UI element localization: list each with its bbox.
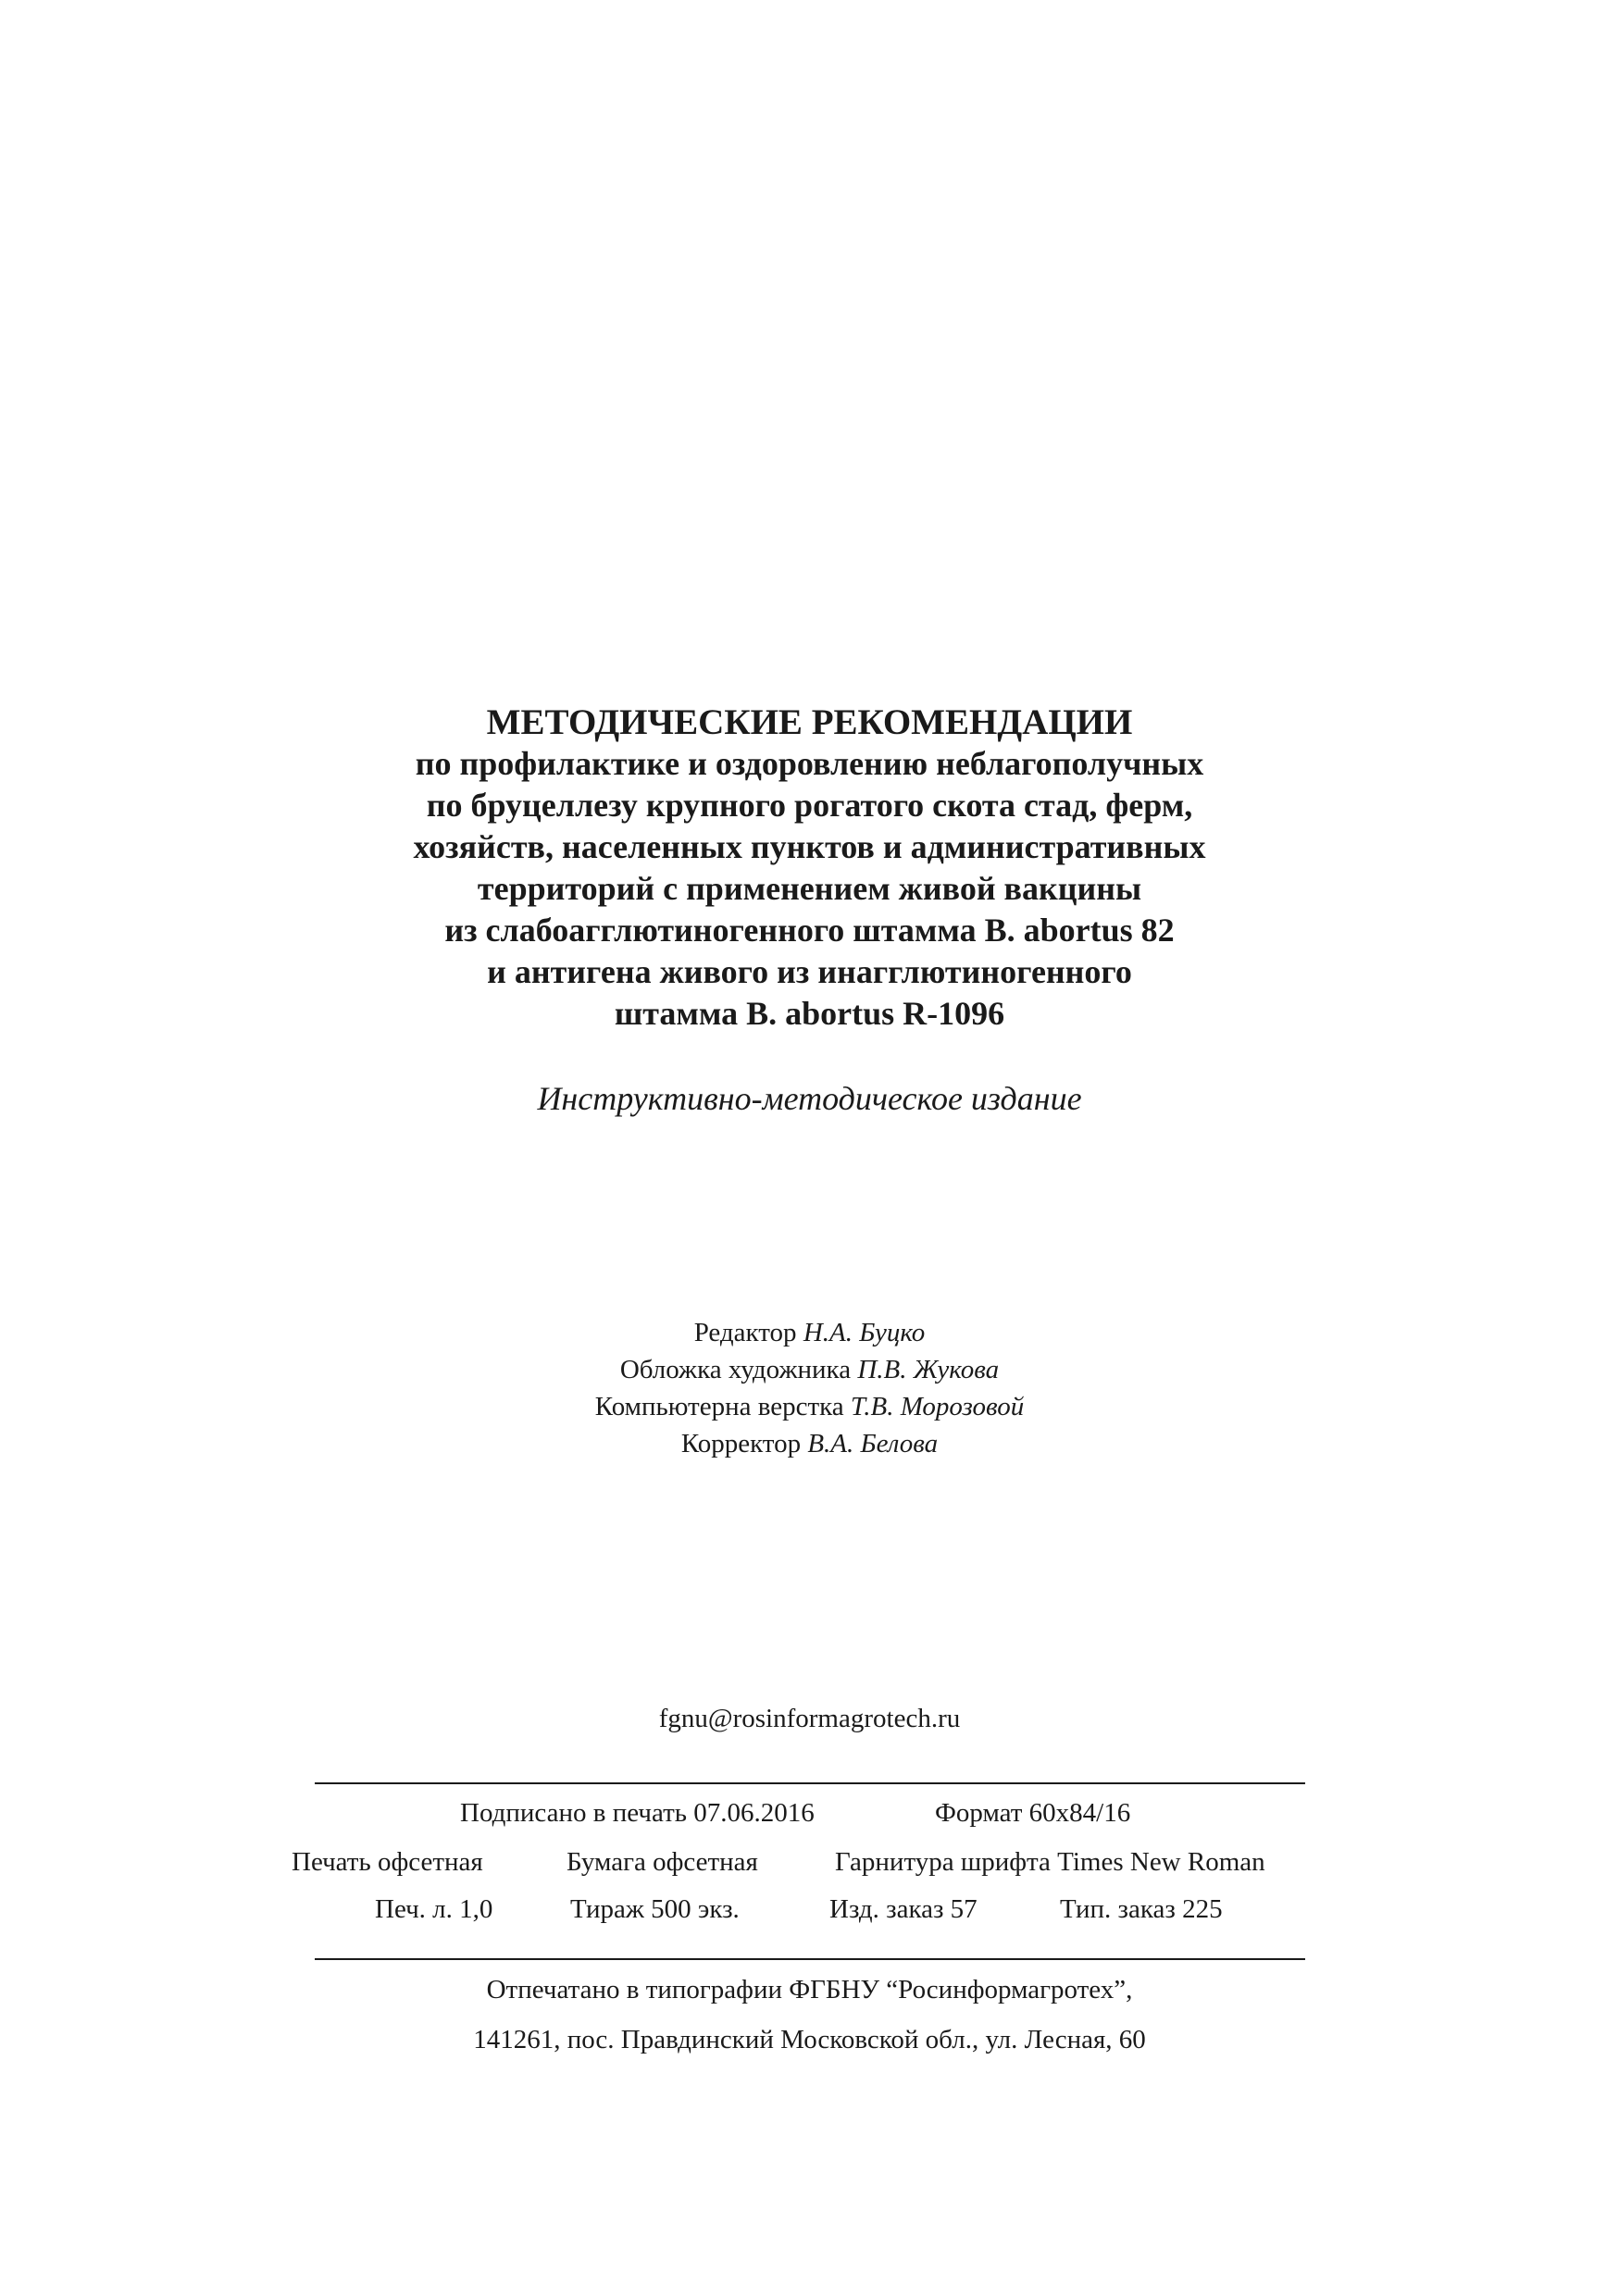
credit-role: Редактор [693,1318,803,1347]
imprint-print-order: Тип. заказ 225 [1060,1894,1223,1924]
credit-cover-artist [0,1351,1619,1388]
imprint-publisher-order: Изд. заказ 57 [829,1894,978,1924]
imprint-signed: Подписано в печать 07.06.2016 [460,1798,815,1828]
credit-role: Обложка художника [619,1355,858,1384]
imprint-circulation: Тираж 500 экз. [570,1894,740,1924]
imprint-typeface: Гарнитура шрифта Times New Roman [835,1847,1265,1877]
document-title: МЕТОДИЧЕСКИЕ РЕКОМЕНДАЦИИ [486,702,1133,742]
imprint-paper: Бумага офсетная [567,1847,758,1877]
publication-type: Инструктивно-методическое издание [537,1080,1082,1117]
imprint-print-type: Печать офсетная [292,1847,483,1877]
title-line: территорий с применением живой вакцины [477,870,1142,907]
credit-proofreader [0,1425,1619,1462]
credit-layout [0,1388,1619,1425]
title-line: по бруцеллезу крупного рогатого скота стад, ферм, [426,787,1193,824]
credit-person: Т.В. Морозовой [850,1392,1025,1421]
credit-person: В.А. Белова [807,1429,939,1458]
title-block [0,701,1619,1035]
title-line: и антигена живого из инагглютиногенного [487,953,1132,990]
email-address: fgnu@rosinformagrotech.ru [658,1704,961,1733]
printer-name: Отпечатано в типографии ФГБНУ “Росинформагротех”, [486,1975,1133,2004]
credit-person: П.В. Жукова [857,1355,1000,1384]
credit-editor [0,1314,1619,1351]
credit-role: Компьютерна верстка [594,1392,851,1421]
title-line: из слабоагглютиногенного штамма B. abortus 82 [444,912,1175,949]
credit-person: Н.А. Буцко [803,1318,926,1347]
imprint-format: Формат 60х84/16 [935,1798,1131,1828]
credit-role: Корректор [680,1429,808,1458]
title-line: по профилактике и оздоровлению неблагополучных [415,745,1204,782]
printer-address: 141261, пос. Правдинский Московской обл., ул. Лесная, 60 [473,2025,1146,2054]
title-line: хозяйств, населенных пунктов и административных [413,828,1206,865]
title-line: штамма B. abortus R-1096 [614,995,1005,1032]
imprint-sheets: Печ. л. 1,0 [375,1894,493,1924]
credits-block [0,1314,1619,1462]
divider-top [315,1782,1305,1784]
divider-bottom [315,1958,1305,1960]
